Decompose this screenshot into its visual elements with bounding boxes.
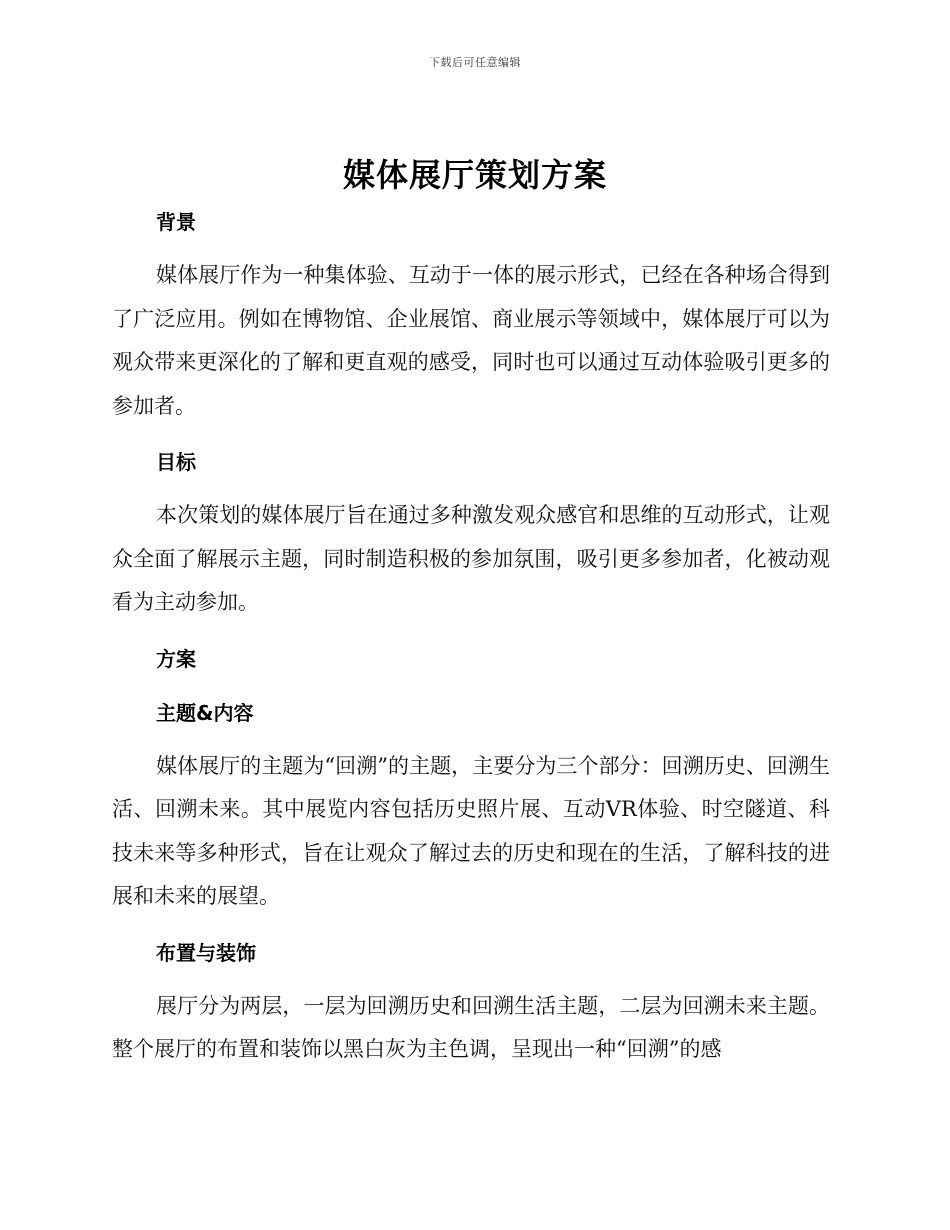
document-title: 媒体展厅策划方案 <box>342 156 607 194</box>
section-heading-background: 背景 <box>156 210 196 234</box>
paragraph-goal: 本次策划的媒体展厅旨在通过多种激发观众感官和思维的互动形式，让观众全面了解展示主题，同时制造积极的参加氛围，吸引更多参加者，化被动观看为主动参加。 <box>112 503 830 614</box>
paragraph-layout: 展厅分为两层，一层为回溯历史和回溯生活主题，二层为回溯未来主题。整个展厅的布置和装饰以黑白灰为主色调，呈现出一种“回溯”的感 <box>112 993 830 1061</box>
section-heading-theme: 主题&内容 <box>156 700 254 725</box>
section-heading-plan: 方案 <box>156 646 196 671</box>
section-heading-goal: 目标 <box>156 450 196 474</box>
document-body <box>112 204 830 1072</box>
paragraph-theme: 媒体展厅的主题为“回溯”的主题，主要分为三个部分：回溯历史、回溯生活、回溯未来。其中展览内容包括历史照片展、互动VR体验、时空隧道、科技未来等多种形式，旨在让观众了解过去的历史和现在的生活，了解科技的进展和未来的展望。 <box>112 753 830 908</box>
section-heading-layout: 布置与装饰 <box>156 940 256 965</box>
page-header-note: 下载后可任意编辑 <box>429 56 521 69</box>
paragraph-background: 媒体展厅作为一种集体验、互动于一体的展示形式，已经在各种场合得到了广泛应用。例如在博物馆、企业展馆、商业展示等领域中，媒体展厅可以为观众带来更深化的了解和更直观的感受，同时也可以通过互动体验吸引更多的参加者。 <box>112 263 830 418</box>
